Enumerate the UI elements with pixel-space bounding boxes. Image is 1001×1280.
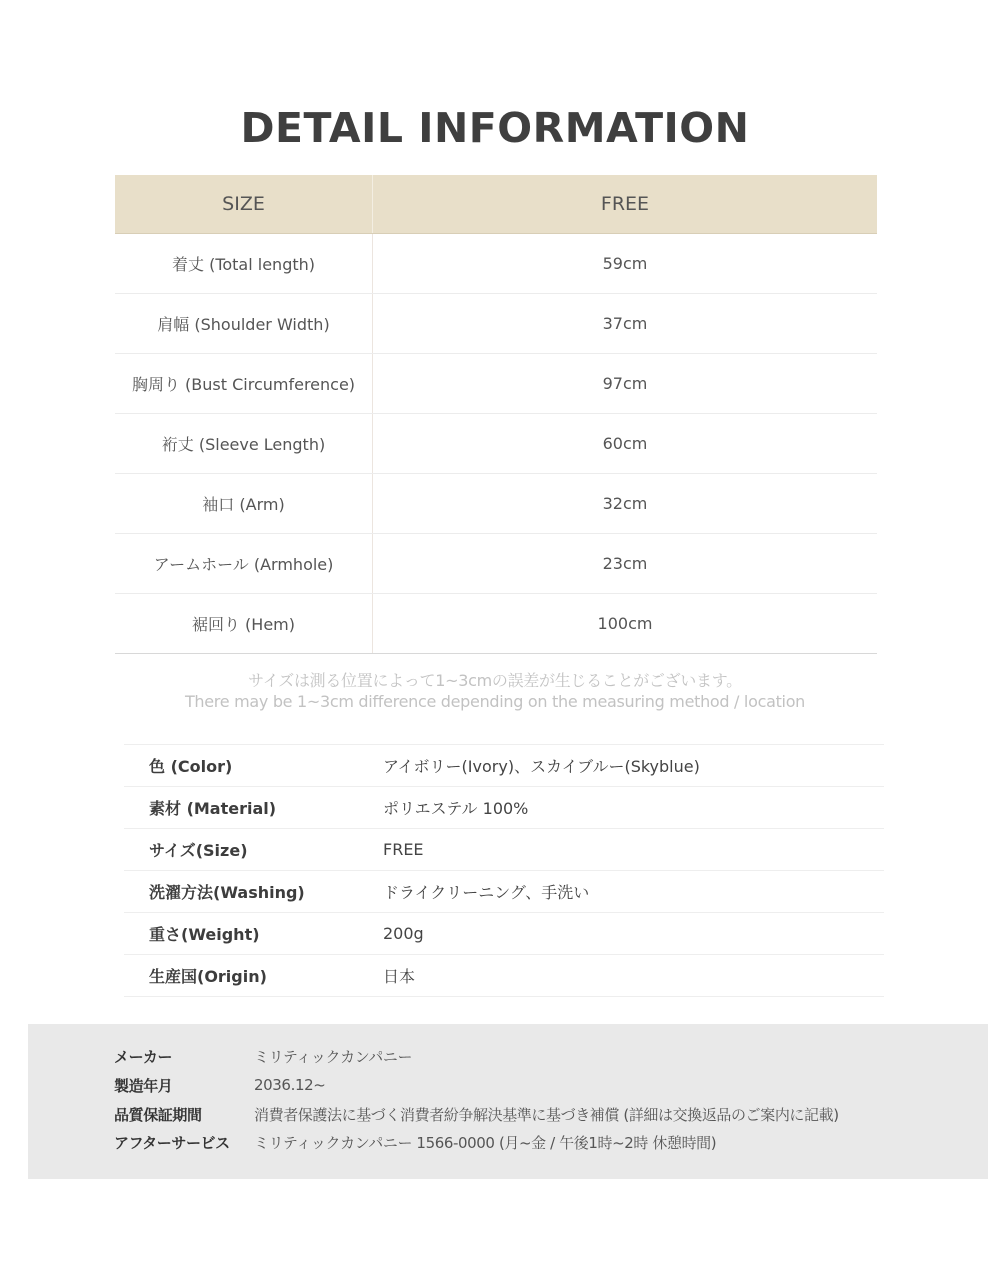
maker-info-row xyxy=(114,1073,325,1097)
spec-value: ドライクリーニング、手洗い xyxy=(383,883,590,902)
table-row xyxy=(115,354,877,414)
spec-key: 重さ(Weight) xyxy=(149,925,260,944)
spec-value: ポリエステル 100% xyxy=(383,799,529,818)
maker-info-key: メーカー xyxy=(114,1047,173,1066)
maker-info-row xyxy=(114,1130,716,1154)
spec-row-color xyxy=(124,745,884,787)
maker-info-key: 製造年月 xyxy=(114,1076,173,1095)
maker-info-value: 2036.12~ xyxy=(254,1076,326,1094)
measure-label: 着丈 (Total length) xyxy=(115,234,373,293)
spec-key: 素材 (Material) xyxy=(149,799,277,818)
table-row xyxy=(115,234,877,294)
measure-value: 32cm xyxy=(602,494,648,513)
maker-info-row xyxy=(114,1044,412,1068)
measure-label: 肩幅 (Shoulder Width) xyxy=(115,294,373,353)
spec-row-size xyxy=(124,829,884,871)
maker-info-box xyxy=(28,1024,988,1179)
maker-info-key: アフターサービス xyxy=(114,1133,230,1152)
measure-value: 97cm xyxy=(602,374,648,393)
measure-label: 胸周り (Bust Circumference) xyxy=(115,354,373,413)
spec-row-weight xyxy=(124,913,884,955)
spec-value: アイボリー(Ivory)、スカイブルー(Skyblue) xyxy=(383,757,700,776)
size-table-header xyxy=(115,175,877,234)
measure-label: 裄丈 (Sleeve Length) xyxy=(115,414,373,473)
maker-info-value: ミリティックカンパニー xyxy=(254,1047,413,1066)
spec-value: 日本 xyxy=(383,967,416,986)
maker-info-row xyxy=(114,1102,839,1126)
spec-row-origin xyxy=(124,955,884,997)
spec-value: FREE xyxy=(383,840,424,859)
spec-row-washing xyxy=(124,871,884,913)
measurement-note-en: There may be 1~3cm difference depending on the measuring method / location xyxy=(184,692,806,711)
spec-row-material xyxy=(124,787,884,829)
table-row xyxy=(115,594,877,654)
spec-value: 200g xyxy=(383,924,424,943)
spec-key: 生産国(Origin) xyxy=(149,967,267,986)
measure-value: 59cm xyxy=(602,254,648,273)
measure-value: 60cm xyxy=(602,434,648,453)
measurement-note-ja: サイズは測る位置によって1~3cmの誤差が生じることがございます。 xyxy=(248,671,742,690)
table-row xyxy=(115,294,877,354)
table-row xyxy=(115,534,877,594)
spec-key: サイズ(Size) xyxy=(149,841,248,860)
table-row xyxy=(115,474,877,534)
page-title: DETAIL INFORMATION xyxy=(240,104,750,152)
spec-list xyxy=(124,744,884,997)
measure-label: 裾回り (Hem) xyxy=(115,594,373,653)
table-row xyxy=(115,414,877,474)
measure-value: 37cm xyxy=(602,314,648,333)
maker-info-key: 品質保証期間 xyxy=(114,1105,202,1124)
maker-info-value: 消費者保護法に基づく消費者紛争解決基準に基づき補償 (詳細は交換返品のご案内に記載) xyxy=(254,1105,839,1124)
measure-label: 袖口 (Arm) xyxy=(115,474,373,533)
measure-value: 100cm xyxy=(597,614,653,633)
size-table xyxy=(115,175,877,654)
size-header-label: SIZE xyxy=(115,175,373,233)
maker-info-value: ミリティックカンパニー 1566-0000 (月~金 / 午後1時~2時 休憩時間) xyxy=(254,1133,717,1152)
measure-label: アームホール (Armhole) xyxy=(115,534,373,593)
spec-key: 色 (Color) xyxy=(149,757,233,776)
size-header-value: FREE xyxy=(600,193,650,215)
measure-value: 23cm xyxy=(602,554,648,573)
spec-key: 洗濯方法(Washing) xyxy=(149,883,305,902)
